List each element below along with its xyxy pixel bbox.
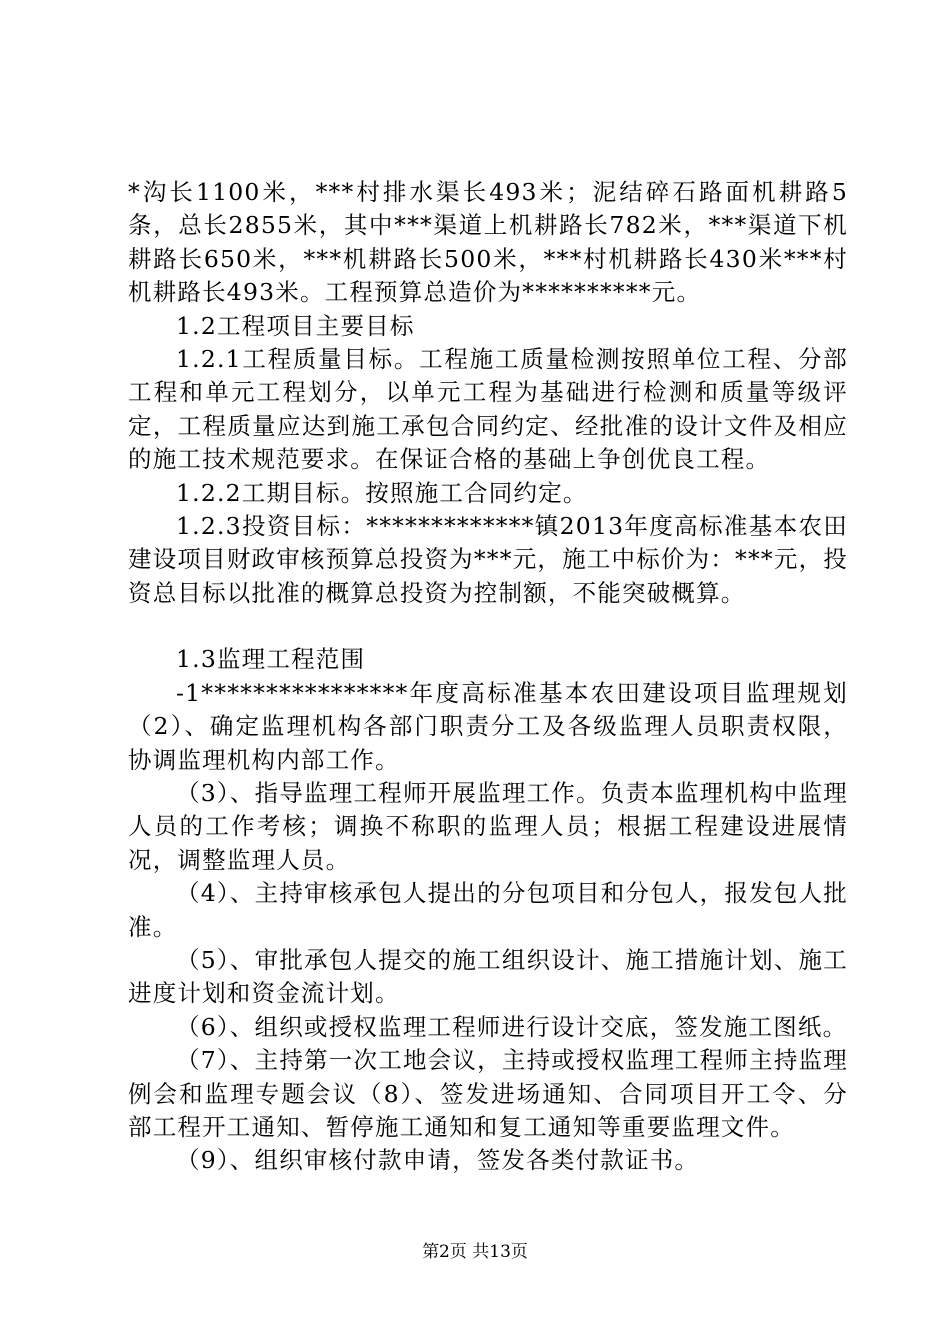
list-item-3: （3）、指导监理工程师开展监理工作。负责本监理机构中监理人员的工作考核；调换不称职的监理人员；根据工程建设进展情况，调整监理人员。	[128, 778, 848, 874]
paragraph-schedule-goal: 1.2.2工期目标。按照施工合同约定。	[176, 478, 588, 507]
document-body	[128, 176, 848, 1178]
page-footer: 第2页 共13页	[422, 1242, 528, 1262]
list-item-5: （5）、审批承包人提交的施工组织设计、施工措施计划、施工进度计划和资金流计划。	[128, 945, 848, 1008]
paragraph-investment-goal: 1.2.3投资目标：*************镇2013年度高标准基本农田建设项目财政审核预算总投资为***元，施工中标价为：***元，投资总目标以批准的概算总投资为控制额，不能突破概算。	[128, 512, 848, 607]
paragraph-spacer	[128, 610, 848, 643]
list-item-4: （4）、主持审核承包人提出的分包项目和分包人，报发包人批准。	[128, 879, 848, 941]
list-item-6: （6）、组织或授权监理工程师进行设计交底，签发施工图纸。	[176, 1012, 848, 1041]
heading-supervision-scope: 1.3监理工程范围	[176, 645, 366, 674]
list-item-7-8: （7）、主持第一次工地会议，主持或授权监理工程师主持监理例会和监理专题会议（8）、签发进场通知、合同项目开工令、分部工程开工通知、暂停施工通知和复工通知等重要监理文件。	[128, 1046, 848, 1141]
list-item-1-2: -1****************年度高标准基本农田建设项目监理规划（2）、确定监理机构各部门职责分工及各级监理人员职责权限，协调监理机构内部工作。	[128, 678, 848, 774]
heading-main-goals: 1.2工程项目主要目标	[176, 311, 415, 340]
list-item-9: （9）、组织审核付款申请，签发各类付款证书。	[176, 1146, 700, 1175]
paragraph-quality-goal: 1.2.1工程质量目标。工程施工质量检测按照单位工程、分部工程和单元工程划分，以单元工程为基础进行检测和质量等级评定，工程质量应达到施工承包合同约定、经批准的设计文件及相应的施工技术规范要求。在保证合格的基础上争创优良工程。	[128, 345, 848, 474]
paragraph-project-scope: *沟长1100米，***村排水渠长493米；泥结碎石路面机耕路5条，总长2855米，其中***渠道上机耕路长782米，***渠道下机耕路长650米，***机耕路长500米，***村机耕路长430米***村机耕路长493米。工程预算总造价为**********元。	[128, 178, 848, 307]
